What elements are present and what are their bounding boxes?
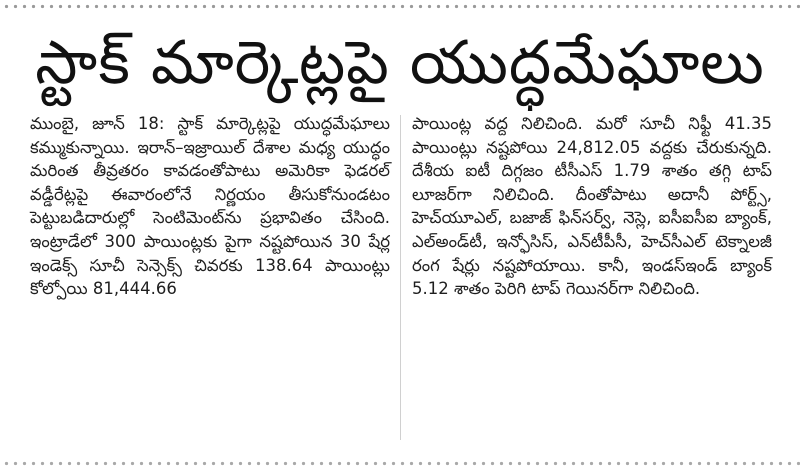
top-dotted-rule bbox=[0, 2, 800, 12]
article-column-left bbox=[30, 112, 390, 442]
article-body-left: ముంబై, జూన్ 18: స్టాక్ మార్కెట్లపై యుద్ధమేఘాలు కమ్ముకున్నాయి. ఇరాన్–ఇజ్రాయిల్ దేశాల మధ్య యుద్ధం మరింత తీవ్రతరం కావడంతోపాటు అమెరికా ఫెడరల్ వడ్డీరేట్లపై ఈవారంలోనే నిర్ణయం తీసుకోనుండటం పెట్టుబడిదారుల్లో సెంటిమెంట్‌ను ప్రభావితం చేసింది. ఇంట్రాడేలో 300 పాయింట్లకు పైగా నష్టపోయిన 30 షేర్ల ఇండెక్స్ సూచీ సెన్సెక్స్ చివరకు 138.64 పాయింట్లు కోల్పోయి 81,444.66 bbox=[30, 114, 390, 299]
article-body-right: పాయింట్ల వద్ద నిలిచింది. మరో సూచీ నిఫ్టీ 41.35 పాయింట్లు నష్టపోయి 24,812.05 వద్దకు చేరుకున్నది. దేశీయ ఐటీ దిగ్గజం టీసీఎస్ 1.79 శాతం తగ్గి టాప్ లూజర్‌గా నిలిచింది. దీంతోపాటు అదానీ పోర్ట్స్, హెచ్‌యూఎల్, బజాజ్ ఫిన్‌సర్వ్, నెస్లె, ఐసీఐసీఐ బ్యాంక్, ఎల్‌అండ్‌టీ, ఇన్ఫోసిస్, ఎన్‌టీపీసీ, హెచ్‌సీఎల్ టెక్నాలజీ రంగ షేర్లు నష్టపోయాయి. కానీ, ఇండస్‌ఇండ్ బ్యాంక్ 5.12 శాతం పెరిగి టాప్ గెయినర్‌గా నిలిచింది. bbox=[412, 114, 772, 299]
column-divider bbox=[400, 115, 401, 440]
bottom-dotted-rule bbox=[0, 459, 800, 469]
article-headline: స్టాక్ మార్కెట్లపై యుద్ధమేఘాలు bbox=[35, 28, 765, 98]
article-column-right bbox=[412, 112, 772, 442]
